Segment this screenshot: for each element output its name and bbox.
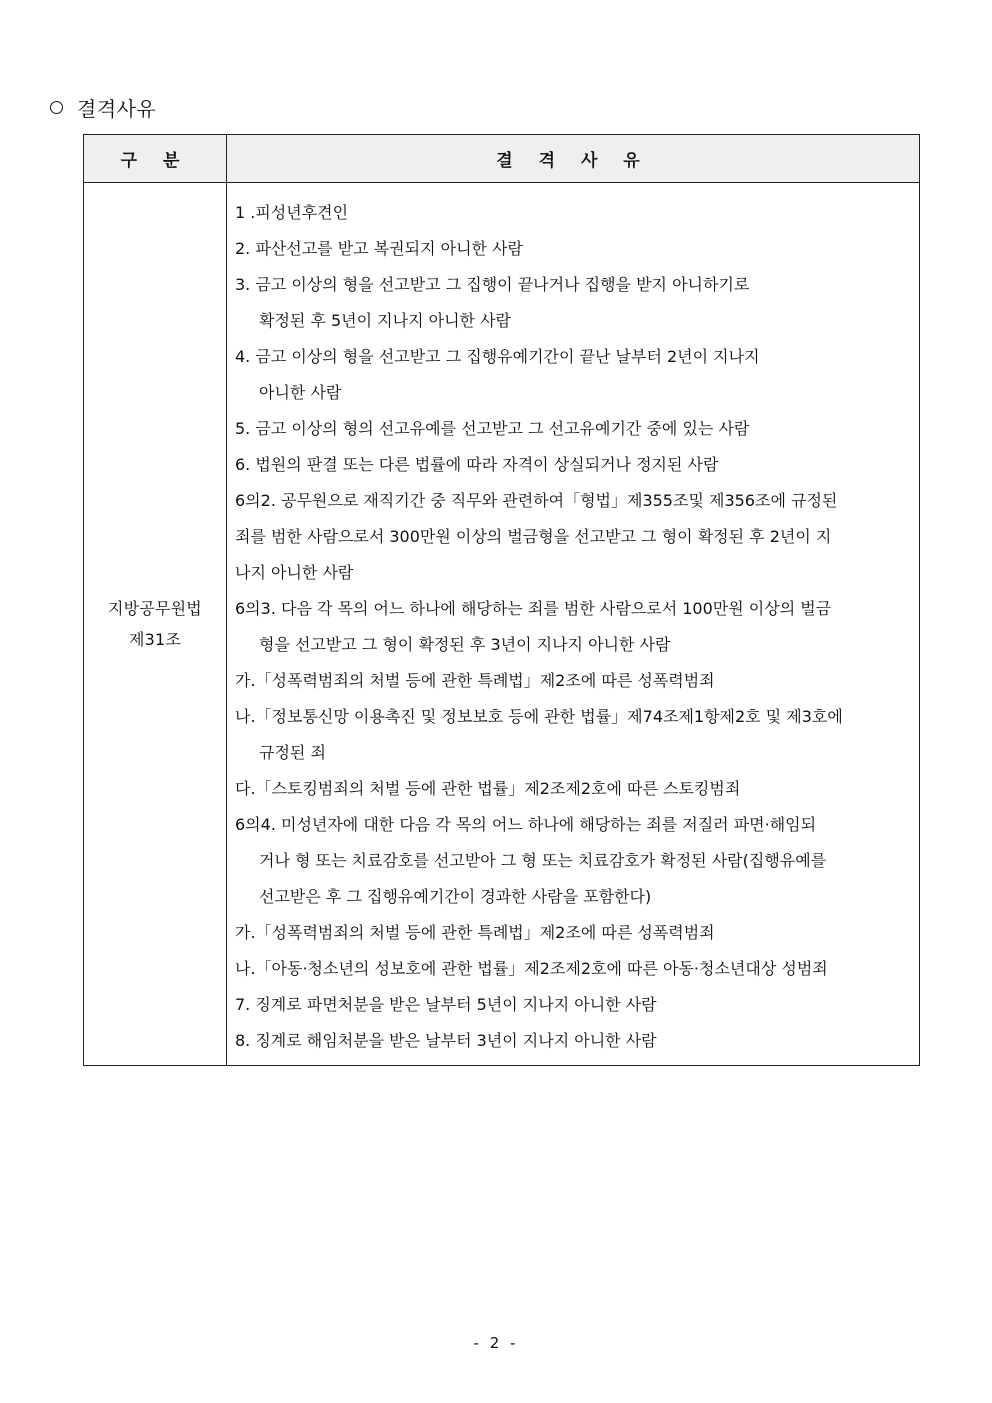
reasons-list <box>235 195 911 1059</box>
category-law-name: 지방공무원법 <box>108 599 202 618</box>
disqualification-table <box>83 134 920 1066</box>
list-item: 형을 선고받고 그 형이 확정된 후 3년이 지나지 아니한 사람 <box>259 635 671 654</box>
list-item: 확정된 후 5년이 지나지 아니한 사람 <box>259 311 511 330</box>
section-heading <box>50 92 156 122</box>
list-item: 6의2. 공무원으로 재직기간 중 직무와 관련하여「형법」제355조및 제356조에 규정된 <box>235 491 838 510</box>
list-item: 6의3. 다음 각 목의 어느 하나에 해당하는 죄를 범한 사람으로서 100만원 이상의 벌금 <box>235 599 832 618</box>
reasons-cell <box>227 183 920 1066</box>
list-item: 6의4. 미성년자에 대한 다음 각 목의 어느 하나에 해당하는 죄를 저질러 파면·해임되 <box>235 815 817 834</box>
list-item: 나.「아동·청소년의 성보호에 관한 법률」제2조제2호에 따른 아동·청소년대상 성범죄 <box>235 959 828 978</box>
list-item: 2. 파산선고를 받고 복권되지 아니한 사람 <box>235 239 523 258</box>
list-item: 죄를 범한 사람으로서 300만원 이상의 벌금형을 선고받고 그 형이 확정된 후 2년이 지 <box>235 527 832 546</box>
section-title: 결격사유 <box>77 96 157 121</box>
list-item: 3. 금고 이상의 형을 선고받고 그 집행이 끝나거나 집행을 받지 아니하기로 <box>235 275 750 294</box>
list-item: 1 .피성년후견인 <box>235 203 349 222</box>
header-category: 구 분 <box>84 135 227 183</box>
list-item: 7. 징계로 파면처분을 받은 날부터 5년이 지나지 아니한 사람 <box>235 995 657 1014</box>
list-item: 거나 형 또는 치료감호를 선고받아 그 형 또는 치료감호가 확정된 사람(집행유예를 <box>259 851 827 870</box>
list-item: 5. 금고 이상의 형의 선고유예를 선고받고 그 선고유예기간 중에 있는 사람 <box>235 419 750 438</box>
list-item: 4. 금고 이상의 형을 선고받고 그 집행유예기간이 끝난 날부터 2년이 지나지 <box>235 347 760 366</box>
list-item: 8. 징계로 해임처분을 받은 날부터 3년이 지나지 아니한 사람 <box>235 1031 657 1050</box>
category-cell <box>84 183 227 1066</box>
table-header-row <box>84 135 920 183</box>
list-item: 나.「정보통신망 이용촉진 및 정보보호 등에 관한 법률」제74조제1항제2호 및 제3호에 <box>235 707 843 726</box>
circle-bullet-icon <box>50 101 63 114</box>
list-item: 규정된 죄 <box>259 743 326 762</box>
list-item: 다.「스토킹범죄의 처벌 등에 관한 법률」제2조제2호에 따른 스토킹범죄 <box>235 779 741 798</box>
list-item: 나지 아니한 사람 <box>235 563 354 582</box>
list-item: 선고받은 후 그 집행유예기간이 경과한 사람을 포함한다) <box>259 887 652 906</box>
category-article: 제31조 <box>128 630 182 649</box>
page-number: - 2 - <box>473 1334 519 1352</box>
list-item: 가.「성폭력범죄의 처벌 등에 관한 특례법」제2조에 따른 성폭력범죄 <box>235 923 715 942</box>
list-item: 아니한 사람 <box>259 383 342 402</box>
list-item: 6. 법원의 판결 또는 다른 법률에 따라 자격이 상실되거나 정지된 사람 <box>235 455 719 474</box>
list-item: 가.「성폭력범죄의 처벌 등에 관한 특례법」제2조에 따른 성폭력범죄 <box>235 671 715 690</box>
table-row <box>84 183 920 1066</box>
header-reasons: 결 격 사 유 <box>227 135 920 183</box>
